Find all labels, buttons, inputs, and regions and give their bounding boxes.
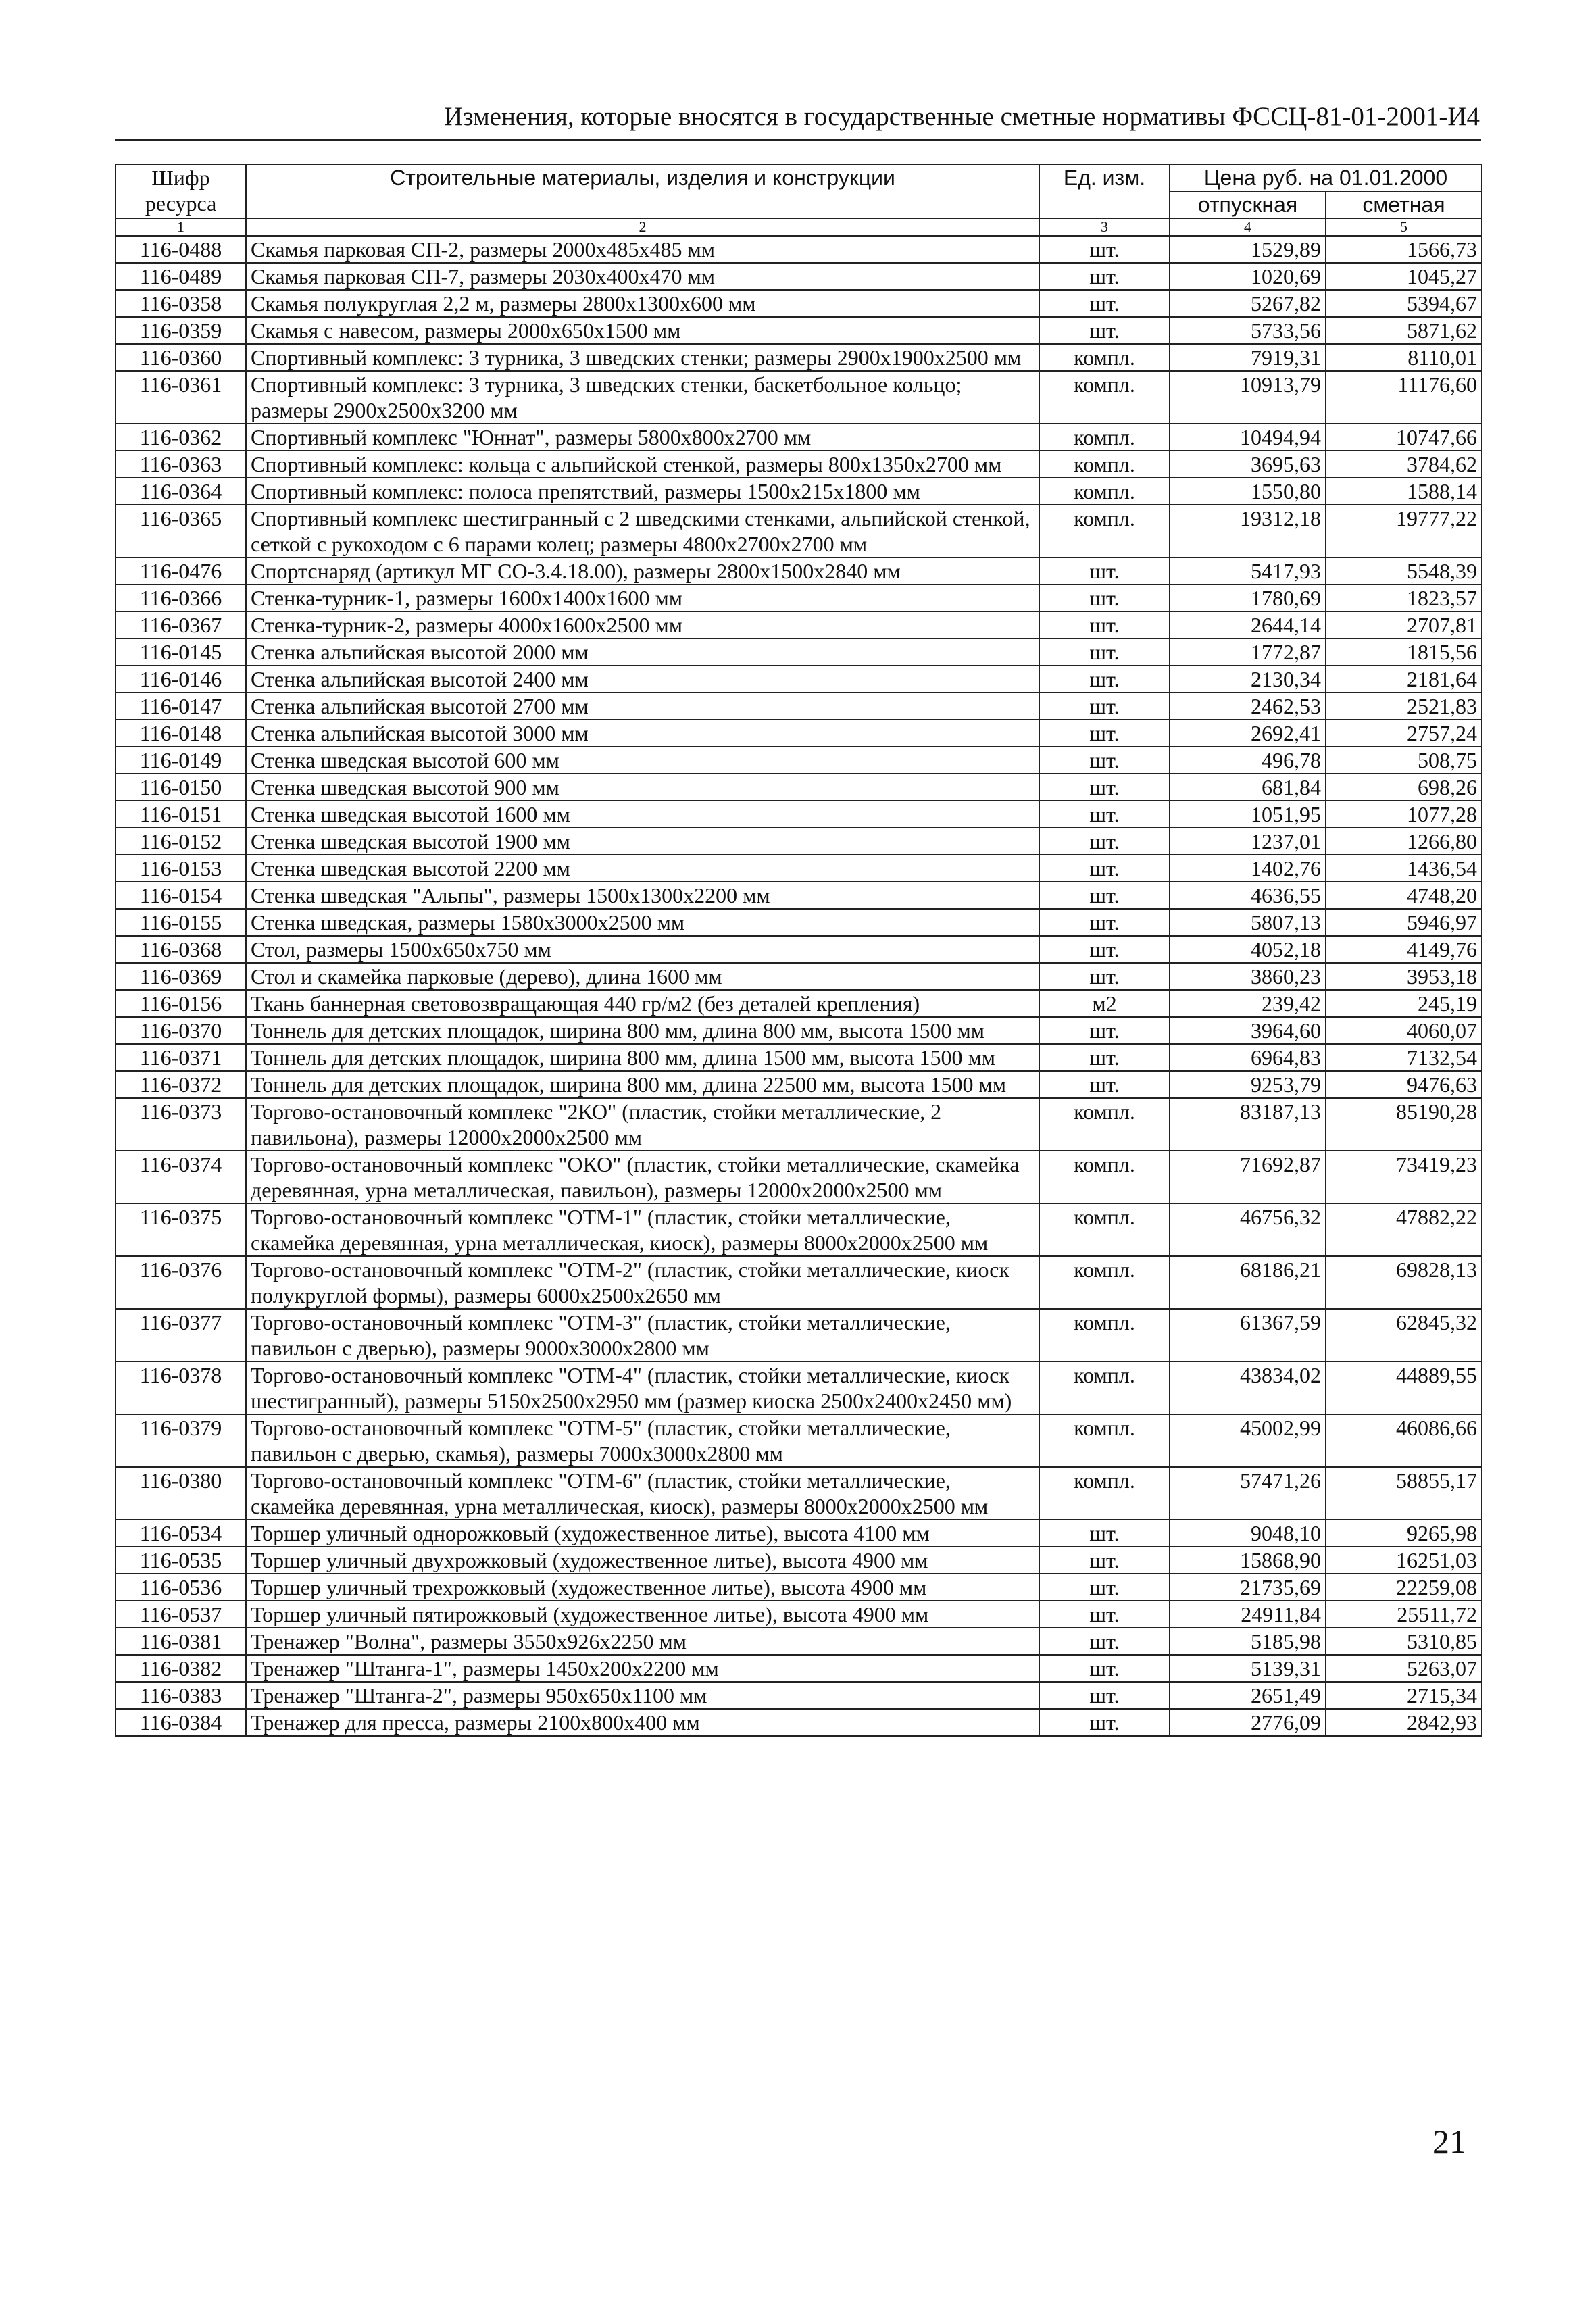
estimate-price: 7132,54 xyxy=(1326,1044,1482,1071)
column-number: 1 xyxy=(116,218,246,236)
unit-of-measure: шт. xyxy=(1039,828,1170,855)
resource-code: 116-0537 xyxy=(116,1601,246,1628)
resource-code: 116-0364 xyxy=(116,478,246,505)
material-name: Торшер уличный однорожковый (художественное литье), высота 4100 мм xyxy=(246,1520,1039,1547)
estimate-price: 2707,81 xyxy=(1326,612,1482,639)
release-price: 5267,82 xyxy=(1170,290,1326,317)
material-name: Тренажер для пресса, размеры 2100х800х400 мм xyxy=(246,1709,1039,1736)
unit-of-measure: компл. xyxy=(1039,1151,1170,1203)
unit-of-measure: шт. xyxy=(1039,1547,1170,1574)
unit-of-measure: компл. xyxy=(1039,1309,1170,1362)
estimate-price: 9265,98 xyxy=(1326,1520,1482,1547)
unit-of-measure: шт. xyxy=(1039,290,1170,317)
table-row xyxy=(116,963,1482,990)
unit-of-measure: шт. xyxy=(1039,747,1170,774)
release-price: 496,78 xyxy=(1170,747,1326,774)
table-row xyxy=(116,774,1482,801)
release-price: 6964,83 xyxy=(1170,1044,1326,1071)
table-row xyxy=(116,451,1482,478)
estimate-price: 1436,54 xyxy=(1326,855,1482,882)
unit-of-measure: шт. xyxy=(1039,612,1170,639)
table-row xyxy=(116,1256,1482,1309)
unit-of-measure: шт. xyxy=(1039,855,1170,882)
resource-code: 116-0534 xyxy=(116,1520,246,1547)
unit-of-measure: компл. xyxy=(1039,1203,1170,1256)
estimate-price: 44889,55 xyxy=(1326,1362,1482,1414)
unit-of-measure: шт. xyxy=(1039,1017,1170,1044)
unit-of-measure: шт. xyxy=(1039,1520,1170,1547)
table-row xyxy=(116,557,1482,584)
material-name: Торгово-остановочный комплекс "2КО" (пластик, стойки металлические, 2 павильона), размеры 12000х2000х2500 мм xyxy=(246,1098,1039,1151)
resource-code: 116-0379 xyxy=(116,1414,246,1467)
estimate-price: 69828,13 xyxy=(1326,1256,1482,1309)
resource-code: 116-0359 xyxy=(116,317,246,344)
material-name: Торгово-остановочный комплекс "ОТМ-1" (пластик, стойки металлические, скамейка деревянная, урна металлическая, киоск), размеры 8000х2000х2500 мм xyxy=(246,1203,1039,1256)
release-price: 45002,99 xyxy=(1170,1414,1326,1467)
resource-code: 116-0382 xyxy=(116,1655,246,1682)
resource-code: 116-0371 xyxy=(116,1044,246,1071)
material-name: Стенка альпийская высотой 3000 мм xyxy=(246,720,1039,747)
estimate-price: 1566,73 xyxy=(1326,236,1482,263)
estimate-price: 1588,14 xyxy=(1326,478,1482,505)
unit-of-measure: шт. xyxy=(1039,963,1170,990)
estimate-price: 16251,03 xyxy=(1326,1547,1482,1574)
unit-of-measure: шт. xyxy=(1039,801,1170,828)
material-name: Ткань баннерная световозвращающая 440 гр/м2 (без деталей крепления) xyxy=(246,990,1039,1017)
unit-of-measure: компл. xyxy=(1039,1467,1170,1520)
material-name: Стенка-турник-2, размеры 4000х1600х2500 мм xyxy=(246,612,1039,639)
material-name: Тренажер "Штанга-2", размеры 950х650х1100 мм xyxy=(246,1682,1039,1709)
unit-of-measure: м2 xyxy=(1039,990,1170,1017)
estimate-price: 5946,97 xyxy=(1326,909,1482,936)
table-row xyxy=(116,936,1482,963)
material-name: Спортснаряд (артикул МГ СО-3.4.18.00), размеры 2800х1500х2840 мм xyxy=(246,557,1039,584)
material-name: Стенка-турник-1, размеры 1600х1400х1600 мм xyxy=(246,584,1039,612)
unit-of-measure: шт. xyxy=(1039,936,1170,963)
material-name: Спортивный комплекс: полоса препятствий, размеры 1500х215х1800 мм xyxy=(246,478,1039,505)
material-name: Скамья парковая СП-7, размеры 2030х400х470 мм xyxy=(246,263,1039,290)
resource-code: 116-0156 xyxy=(116,990,246,1017)
resource-code: 116-0361 xyxy=(116,371,246,424)
release-price: 5807,13 xyxy=(1170,909,1326,936)
material-name: Спортивный комплекс: 3 турника, 3 шведских стенки; размеры 2900х1900х2500 мм xyxy=(246,344,1039,371)
estimate-price: 2842,93 xyxy=(1326,1709,1482,1736)
table-row xyxy=(116,1414,1482,1467)
table-row xyxy=(116,1044,1482,1071)
table-row xyxy=(116,990,1482,1017)
resource-code: 116-0367 xyxy=(116,612,246,639)
estimate-price: 1045,27 xyxy=(1326,263,1482,290)
release-price: 1529,89 xyxy=(1170,236,1326,263)
release-price: 10494,94 xyxy=(1170,424,1326,451)
material-name: Торгово-остановочный комплекс "ОТМ-4" (пластик, стойки металлические, киоск шестигранный), размеры 5150х2500х2950 мм (размер киоска 2500х2400х2450 мм) xyxy=(246,1362,1039,1414)
header-unit: Ед. изм. xyxy=(1039,164,1170,218)
table-row xyxy=(116,290,1482,317)
release-price: 83187,13 xyxy=(1170,1098,1326,1151)
material-name: Спортивный комплекс шестигранный с 2 шведскими стенками, альпийской стенкой, сеткой с рукоходом с 6 парами колец; размеры 4800х2700х2700 мм xyxy=(246,505,1039,557)
release-price: 24911,84 xyxy=(1170,1601,1326,1628)
resource-code: 116-0380 xyxy=(116,1467,246,1520)
table-row xyxy=(116,1071,1482,1098)
material-name: Тоннель для детских площадок, ширина 800 мм, длина 1500 мм, высота 1500 мм xyxy=(246,1044,1039,1071)
resource-code: 116-0146 xyxy=(116,666,246,693)
unit-of-measure: шт. xyxy=(1039,720,1170,747)
resource-code: 116-0373 xyxy=(116,1098,246,1151)
unit-of-measure: компл. xyxy=(1039,1256,1170,1309)
unit-of-measure: шт. xyxy=(1039,317,1170,344)
release-price: 21735,69 xyxy=(1170,1574,1326,1601)
table-row xyxy=(116,882,1482,909)
unit-of-measure: шт. xyxy=(1039,666,1170,693)
page-number: 21 xyxy=(1432,2122,1466,2160)
estimate-price: 4149,76 xyxy=(1326,936,1482,963)
header-estimate-price: сметная xyxy=(1326,191,1482,218)
table-row xyxy=(116,1574,1482,1601)
table-row xyxy=(116,1655,1482,1682)
estimate-price: 46086,66 xyxy=(1326,1414,1482,1467)
release-price: 2776,09 xyxy=(1170,1709,1326,1736)
unit-of-measure: шт. xyxy=(1039,1574,1170,1601)
resource-code: 116-0154 xyxy=(116,882,246,909)
resource-code: 116-0489 xyxy=(116,263,246,290)
estimate-price: 5310,85 xyxy=(1326,1628,1482,1655)
material-name: Торгово-остановочный комплекс "ОТМ-5" (пластик, стойки металлические, павильон с дверью, скамья), размеры 7000х3000х2800 мм xyxy=(246,1414,1039,1467)
estimate-price: 1815,56 xyxy=(1326,639,1482,666)
materials-price-table xyxy=(115,164,1482,1737)
unit-of-measure: шт. xyxy=(1039,1071,1170,1098)
release-price: 2692,41 xyxy=(1170,720,1326,747)
release-price: 5185,98 xyxy=(1170,1628,1326,1655)
unit-of-measure: шт. xyxy=(1039,1682,1170,1709)
resource-code: 116-0488 xyxy=(116,236,246,263)
header-rule xyxy=(115,139,1481,141)
estimate-price: 2757,24 xyxy=(1326,720,1482,747)
unit-of-measure: шт. xyxy=(1039,639,1170,666)
release-price: 2651,49 xyxy=(1170,1682,1326,1709)
resource-code: 116-0148 xyxy=(116,720,246,747)
table-row xyxy=(116,855,1482,882)
release-price: 681,84 xyxy=(1170,774,1326,801)
table-row xyxy=(116,1628,1482,1655)
release-price: 19312,18 xyxy=(1170,505,1326,557)
material-name: Стол и скамейка парковые (дерево), длина 1600 мм xyxy=(246,963,1039,990)
resource-code: 116-0145 xyxy=(116,639,246,666)
release-price: 3695,63 xyxy=(1170,451,1326,478)
release-price: 2462,53 xyxy=(1170,693,1326,720)
table-row xyxy=(116,666,1482,693)
release-price: 1051,95 xyxy=(1170,801,1326,828)
release-price: 10913,79 xyxy=(1170,371,1326,424)
table-row xyxy=(116,584,1482,612)
material-name: Стенка шведская высотой 1600 мм xyxy=(246,801,1039,828)
unit-of-measure: шт. xyxy=(1039,557,1170,584)
unit-of-measure: шт. xyxy=(1039,909,1170,936)
release-price: 43834,02 xyxy=(1170,1362,1326,1414)
material-name: Стенка альпийская высотой 2400 мм xyxy=(246,666,1039,693)
unit-of-measure: компл. xyxy=(1039,451,1170,478)
resource-code: 116-0360 xyxy=(116,344,246,371)
resource-code: 116-0153 xyxy=(116,855,246,882)
unit-of-measure: шт. xyxy=(1039,774,1170,801)
resource-code: 116-0155 xyxy=(116,909,246,936)
material-name: Торгово-остановочный комплекс "ОКО" (пластик, стойки металлические, скамейка деревянная, урна металлическая, павильон), размеры 12000х2000х2500 мм xyxy=(246,1151,1039,1203)
header-name: Строительные материалы, изделия и конструкции xyxy=(246,164,1039,218)
table-row xyxy=(116,1017,1482,1044)
column-number: 2 xyxy=(246,218,1039,236)
estimate-price: 5871,62 xyxy=(1326,317,1482,344)
material-name: Стенка шведская высотой 1900 мм xyxy=(246,828,1039,855)
resource-code: 116-0368 xyxy=(116,936,246,963)
estimate-price: 3953,18 xyxy=(1326,963,1482,990)
estimate-price: 5394,67 xyxy=(1326,290,1482,317)
estimate-price: 8110,01 xyxy=(1326,344,1482,371)
resource-code: 116-0150 xyxy=(116,774,246,801)
material-name: Спортивный комплекс: 3 турника, 3 шведских стенки, баскетбольное кольцо; размеры 2900х2500х3200 мм xyxy=(246,371,1039,424)
column-number: 3 xyxy=(1039,218,1170,236)
resource-code: 116-0536 xyxy=(116,1574,246,1601)
release-price: 15868,90 xyxy=(1170,1547,1326,1574)
resource-code: 116-0147 xyxy=(116,693,246,720)
estimate-price: 1077,28 xyxy=(1326,801,1482,828)
estimate-price: 5263,07 xyxy=(1326,1655,1482,1682)
estimate-price: 19777,22 xyxy=(1326,505,1482,557)
release-price: 239,42 xyxy=(1170,990,1326,1017)
release-price: 1402,76 xyxy=(1170,855,1326,882)
table-row xyxy=(116,1682,1482,1709)
resource-code: 116-0151 xyxy=(116,801,246,828)
table-row xyxy=(116,1203,1482,1256)
release-price: 7919,31 xyxy=(1170,344,1326,371)
table-row xyxy=(116,747,1482,774)
material-name: Стенка шведская, размеры 1580х3000х2500 мм xyxy=(246,909,1039,936)
table-row xyxy=(116,236,1482,263)
material-name: Торгово-остановочный комплекс "ОТМ-6" (пластик, стойки металлические, скамейка деревянная, урна металлическая, киоск), размеры 8000х2000х2500 мм xyxy=(246,1467,1039,1520)
table-row xyxy=(116,1547,1482,1574)
release-price: 3964,60 xyxy=(1170,1017,1326,1044)
estimate-price: 2715,34 xyxy=(1326,1682,1482,1709)
release-price: 2130,34 xyxy=(1170,666,1326,693)
material-name: Стенка шведская высотой 900 мм xyxy=(246,774,1039,801)
unit-of-measure: шт. xyxy=(1039,236,1170,263)
header-code: Шифр ресурса xyxy=(116,164,246,218)
table-row xyxy=(116,801,1482,828)
release-price: 9048,10 xyxy=(1170,1520,1326,1547)
material-name: Торгово-остановочный комплекс "ОТМ-3" (пластик, стойки металлические, павильон с дверью), размеры 9000х3000х2800 мм xyxy=(246,1309,1039,1362)
table-row xyxy=(116,1467,1482,1520)
table-row xyxy=(116,1709,1482,1736)
estimate-price: 5548,39 xyxy=(1326,557,1482,584)
table-row xyxy=(116,1098,1482,1151)
unit-of-measure: компл. xyxy=(1039,1414,1170,1467)
resource-code: 116-0369 xyxy=(116,963,246,990)
column-number: 5 xyxy=(1326,218,1482,236)
estimate-price: 2521,83 xyxy=(1326,693,1482,720)
resource-code: 116-0376 xyxy=(116,1256,246,1309)
release-price: 1237,01 xyxy=(1170,828,1326,855)
estimate-price: 1823,57 xyxy=(1326,584,1482,612)
material-name: Торгово-остановочный комплекс "ОТМ-2" (пластик, стойки металлические, киоск полукруглой формы), размеры 6000х2500х2650 мм xyxy=(246,1256,1039,1309)
release-price: 5139,31 xyxy=(1170,1655,1326,1682)
table-row xyxy=(116,828,1482,855)
column-number: 4 xyxy=(1170,218,1326,236)
resource-code: 116-0363 xyxy=(116,451,246,478)
unit-of-measure: шт. xyxy=(1039,584,1170,612)
resource-code: 116-0152 xyxy=(116,828,246,855)
material-name: Тоннель для детских площадок, ширина 800 мм, длина 22500 мм, высота 1500 мм xyxy=(246,1071,1039,1098)
resource-code: 116-0365 xyxy=(116,505,246,557)
release-price: 1780,69 xyxy=(1170,584,1326,612)
estimate-price: 25511,72 xyxy=(1326,1601,1482,1628)
estimate-price: 4748,20 xyxy=(1326,882,1482,909)
unit-of-measure: компл. xyxy=(1039,1362,1170,1414)
resource-code: 116-0362 xyxy=(116,424,246,451)
material-name: Торшер уличный трехрожковый (художественное литье), высота 4900 мм xyxy=(246,1574,1039,1601)
material-name: Торшер уличный пятирожковый (художественное литье), высота 4900 мм xyxy=(246,1601,1039,1628)
resource-code: 116-0535 xyxy=(116,1547,246,1574)
estimate-price: 11176,60 xyxy=(1326,371,1482,424)
release-price: 2644,14 xyxy=(1170,612,1326,639)
unit-of-measure: компл. xyxy=(1039,1098,1170,1151)
estimate-price: 58855,17 xyxy=(1326,1467,1482,1520)
table-row xyxy=(116,1309,1482,1362)
table-row xyxy=(116,693,1482,720)
release-price: 1772,87 xyxy=(1170,639,1326,666)
material-name: Скамья с навесом, размеры 2000х650х1500 мм xyxy=(246,317,1039,344)
release-price: 46756,32 xyxy=(1170,1203,1326,1256)
estimate-price: 10747,66 xyxy=(1326,424,1482,451)
material-name: Тренажер "Штанга-1", размеры 1450х200х2200 мм xyxy=(246,1655,1039,1682)
unit-of-measure: компл. xyxy=(1039,344,1170,371)
resource-code: 116-0378 xyxy=(116,1362,246,1414)
resource-code: 116-0358 xyxy=(116,290,246,317)
header-price-group: Цена руб. на 01.01.2000 xyxy=(1170,164,1482,191)
table-row xyxy=(116,317,1482,344)
release-price: 1550,80 xyxy=(1170,478,1326,505)
table-row xyxy=(116,1601,1482,1628)
release-price: 61367,59 xyxy=(1170,1309,1326,1362)
table-row xyxy=(116,1520,1482,1547)
estimate-price: 2181,64 xyxy=(1326,666,1482,693)
document-header: Изменения, которые вносятся в государственные сметные нормативы ФССЦ-81-01-2001-И4 xyxy=(443,102,1480,131)
material-name: Спортивный комплекс: кольца с альпийской стенкой, размеры 800х1350х2700 мм xyxy=(246,451,1039,478)
table-row xyxy=(116,478,1482,505)
resource-code: 116-0375 xyxy=(116,1203,246,1256)
unit-of-measure: шт. xyxy=(1039,1628,1170,1655)
release-price: 4636,55 xyxy=(1170,882,1326,909)
table-row xyxy=(116,371,1482,424)
unit-of-measure: шт. xyxy=(1039,693,1170,720)
release-price: 5733,56 xyxy=(1170,317,1326,344)
material-name: Стенка шведская "Альпы", размеры 1500х1300х2200 мм xyxy=(246,882,1039,909)
estimate-price: 22259,08 xyxy=(1326,1574,1482,1601)
resource-code: 116-0476 xyxy=(116,557,246,584)
estimate-price: 73419,23 xyxy=(1326,1151,1482,1203)
table-row xyxy=(116,720,1482,747)
estimate-price: 85190,28 xyxy=(1326,1098,1482,1151)
table-row xyxy=(116,344,1482,371)
table-row xyxy=(116,612,1482,639)
resource-code: 116-0374 xyxy=(116,1151,246,1203)
material-name: Стенка альпийская высотой 2000 мм xyxy=(246,639,1039,666)
unit-of-measure: шт. xyxy=(1039,1044,1170,1071)
resource-code: 116-0384 xyxy=(116,1709,246,1736)
estimate-price: 47882,22 xyxy=(1326,1203,1482,1256)
estimate-price: 698,26 xyxy=(1326,774,1482,801)
header-release-price: отпускная xyxy=(1170,191,1326,218)
table-row xyxy=(116,639,1482,666)
resource-code: 116-0366 xyxy=(116,584,246,612)
estimate-price: 3784,62 xyxy=(1326,451,1482,478)
release-price: 4052,18 xyxy=(1170,936,1326,963)
estimate-price: 245,19 xyxy=(1326,990,1482,1017)
resource-code: 116-0381 xyxy=(116,1628,246,1655)
release-price: 9253,79 xyxy=(1170,1071,1326,1098)
table-row xyxy=(116,505,1482,557)
material-name: Тренажер "Волна", размеры 3550х926х2250 мм xyxy=(246,1628,1039,1655)
release-price: 3860,23 xyxy=(1170,963,1326,990)
release-price: 5417,93 xyxy=(1170,557,1326,584)
estimate-price: 9476,63 xyxy=(1326,1071,1482,1098)
material-name: Стол, размеры 1500х650х750 мм xyxy=(246,936,1039,963)
resource-code: 116-0377 xyxy=(116,1309,246,1362)
estimate-price: 1266,80 xyxy=(1326,828,1482,855)
resource-code: 116-0383 xyxy=(116,1682,246,1709)
estimate-price: 4060,07 xyxy=(1326,1017,1482,1044)
material-name: Скамья парковая СП-2, размеры 2000х485х485 мм xyxy=(246,236,1039,263)
material-name: Тоннель для детских площадок, ширина 800 мм, длина 800 мм, высота 1500 мм xyxy=(246,1017,1039,1044)
unit-of-measure: шт. xyxy=(1039,882,1170,909)
unit-of-measure: шт. xyxy=(1039,1709,1170,1736)
estimate-price: 62845,32 xyxy=(1326,1309,1482,1362)
resource-code: 116-0370 xyxy=(116,1017,246,1044)
table-row xyxy=(116,1151,1482,1203)
release-price: 1020,69 xyxy=(1170,263,1326,290)
material-name: Торшер уличный двухрожковый (художественное литье), высота 4900 мм xyxy=(246,1547,1039,1574)
unit-of-measure: компл. xyxy=(1039,478,1170,505)
material-name: Спортивный комплекс "Юннат", размеры 5800х800х2700 мм xyxy=(246,424,1039,451)
release-price: 57471,26 xyxy=(1170,1467,1326,1520)
material-name: Стенка шведская высотой 2200 мм xyxy=(246,855,1039,882)
table-body xyxy=(116,236,1482,1736)
estimate-price: 508,75 xyxy=(1326,747,1482,774)
unit-of-measure: компл. xyxy=(1039,424,1170,451)
table-row xyxy=(116,424,1482,451)
unit-of-measure: шт. xyxy=(1039,1601,1170,1628)
table-row xyxy=(116,263,1482,290)
table-row xyxy=(116,1362,1482,1414)
unit-of-measure: компл. xyxy=(1039,371,1170,424)
material-name: Скамья полукруглая 2,2 м, размеры 2800х1300х600 мм xyxy=(246,290,1039,317)
table-row xyxy=(116,909,1482,936)
material-name: Стенка шведская высотой 600 мм xyxy=(246,747,1039,774)
release-price: 71692,87 xyxy=(1170,1151,1326,1203)
material-name: Стенка альпийская высотой 2700 мм xyxy=(246,693,1039,720)
unit-of-measure: шт. xyxy=(1039,1655,1170,1682)
release-price: 68186,21 xyxy=(1170,1256,1326,1309)
resource-code: 116-0149 xyxy=(116,747,246,774)
resource-code: 116-0372 xyxy=(116,1071,246,1098)
unit-of-measure: компл. xyxy=(1039,505,1170,557)
unit-of-measure: шт. xyxy=(1039,263,1170,290)
